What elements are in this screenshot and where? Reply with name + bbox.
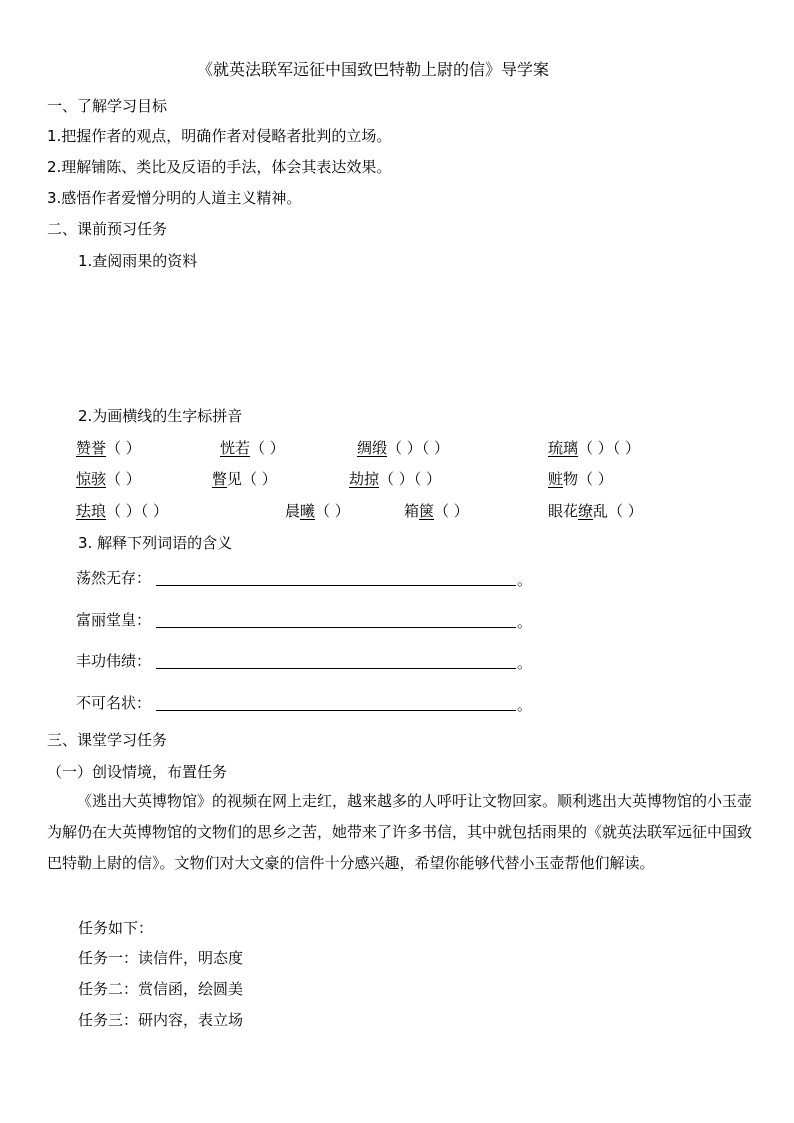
vocab-answer-line[interactable] — [156, 585, 516, 586]
pinyin-item — [76, 441, 141, 456]
pinyin-item — [404, 504, 469, 519]
pinyin-item — [548, 504, 643, 519]
word-prefix: 晨 — [285, 502, 301, 520]
pinyin-blank: （ ）（ ） — [578, 439, 641, 457]
task-item: 任务二：赏信函，绘圆美 — [78, 980, 244, 998]
pinyin-blank: 物（ ） — [563, 470, 613, 488]
pinyin-item — [548, 472, 613, 487]
vocab-end: 。 — [517, 613, 533, 631]
tasks-label: 任务如下： — [78, 919, 154, 937]
pinyin-blank: （ ）（ ） — [106, 502, 169, 520]
preview-task-1: 1.查阅雨果的资料 — [78, 252, 198, 270]
underlined-word: 箧 — [419, 502, 435, 520]
page-title: 《就英法联军远征中国致巴特勒上尉的信》导学案 — [197, 60, 550, 79]
pinyin-item — [220, 441, 285, 456]
pinyin-item — [357, 441, 449, 456]
underlined-word: 赞誉 — [76, 439, 107, 457]
objective-item: 1.把握作者的观点，明确作者对侵略者批判的立场。 — [47, 127, 392, 145]
pinyin-item — [76, 504, 168, 519]
vocab-end: 。 — [517, 571, 533, 589]
subsection-heading: （一）创设情境，布置任务 — [47, 763, 228, 781]
section-heading-objectives: 一、了解学习目标 — [47, 97, 168, 115]
pinyin-blank: 见（ ） — [227, 470, 277, 488]
word-prefix: 眼花 — [548, 502, 579, 520]
underlined-word: 惊骇 — [76, 470, 107, 488]
underlined-word: 赃 — [548, 470, 564, 488]
objective-item: 3.感悟作者爱憎分明的人道主义精神。 — [47, 189, 302, 207]
pinyin-blank: （ ）（ ） — [379, 470, 442, 488]
vocab-answer-line[interactable] — [156, 710, 516, 711]
vocab-end: 。 — [517, 654, 533, 672]
pinyin-blank: （ ） — [250, 439, 285, 457]
word-prefix: 箱 — [404, 502, 420, 520]
underlined-word: 瞥 — [212, 470, 228, 488]
vocab-term: 富丽堂皇： — [76, 611, 152, 629]
vocab-term: 不可名状： — [76, 694, 152, 712]
pinyin-blank: （ ）（ ） — [387, 439, 450, 457]
section-heading-classroom: 三、课堂学习任务 — [47, 731, 168, 749]
task-item: 任务一：读信件，明态度 — [78, 949, 244, 967]
underlined-word: 绸缎 — [357, 439, 388, 457]
pinyin-blank: （ ） — [434, 502, 469, 520]
scenario-paragraph: 《逃出大英博物馆》的视频在网上走红，越来越多的人呼吁让文物回家。顺利逃出大英博物馆的小玉壶为解仍在大英博物馆的文物们的思乡之苦，她带来了许多书信，其中就包括雨果的《就英法联军远征中国致巴特勒上尉的信》。文物们对大文豪的信件十分感兴趣，希望你能够代替小玉壶帮他们解读。 — [47, 792, 753, 872]
underlined-word: 珐琅 — [76, 502, 107, 520]
underlined-word: 曦 — [300, 502, 316, 520]
task-item: 任务三：研内容，表立场 — [78, 1011, 244, 1029]
pinyin-blank: （ ） — [106, 470, 141, 488]
vocab-answer-line[interactable] — [156, 668, 516, 669]
vocab-term: 荡然无存： — [76, 569, 152, 587]
pinyin-item — [349, 472, 441, 487]
vocab-term: 丰功伟绩： — [76, 652, 152, 670]
pinyin-item — [76, 472, 141, 487]
section-heading-preview: 二、课前预习任务 — [47, 220, 168, 238]
vocab-end: 。 — [517, 696, 533, 714]
preview-task-2: 2.为画横线的生字标拼音 — [78, 407, 243, 425]
objective-item: 2.理解铺陈、类比及反语的手法，体会其表达效果。 — [47, 158, 392, 176]
preview-task-3: 3. 解释下列词语的含义 — [78, 534, 233, 552]
pinyin-item — [548, 441, 640, 456]
underlined-word: 劫掠 — [349, 470, 380, 488]
underlined-word: 恍若 — [220, 439, 251, 457]
underlined-word: 缭 — [578, 502, 594, 520]
pinyin-blank: 乱（ ） — [593, 502, 643, 520]
pinyin-item — [285, 504, 350, 519]
pinyin-item — [212, 472, 277, 487]
underlined-word: 琉璃 — [548, 439, 579, 457]
vocab-answer-line[interactable] — [156, 627, 516, 628]
pinyin-blank: （ ） — [106, 439, 141, 457]
pinyin-blank: （ ） — [315, 502, 350, 520]
